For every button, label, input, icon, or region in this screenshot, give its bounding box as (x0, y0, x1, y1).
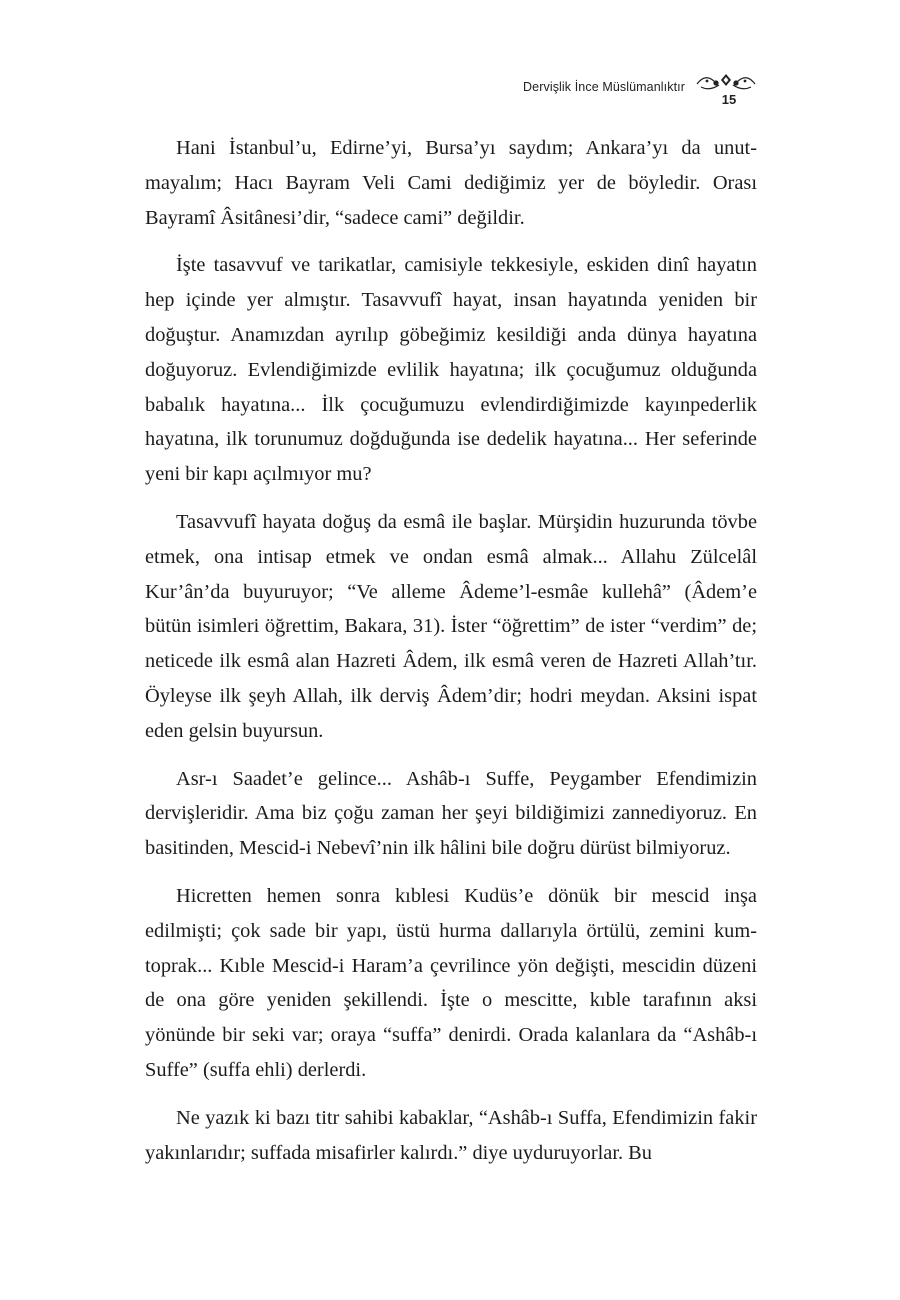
paragraph: Ne yazık ki bazı titr sahibi kabaklar, “Ashâb-ı Suffa, Efendimizin fakir yakınlarıdır; suffada misafirler kalırdı.” diye uyduruyorlar. Bu (145, 1106, 757, 1164)
paragraph: Hani İstanbul’u, Edirne’yi, Bursa’yı saydım; Ankara’yı da unutmayalım; Hacı Bayram Veli Cami dediğimiz yer de böyledir. Orası Bayramî Âsitânesi’dir, “sadece cami” değildir. (145, 137, 757, 229)
paragraph: İşte tasavvuf ve tarikatlar, camisiyle tekkesiyle, eskiden dinî hayatın hep içinde yer almıştır. Tasavvufî hayat, insan hayatında yeniden bir doğuştur. Anamızdan ayrılıp göbeğimiz kesildiği anda dünya hayatına doğuyoruz. Evlendiğimizde evlilik hayatına; ilk çocuğumuz olduğunda babalık hayatına... İlk çocuğumuzu evlendirdiğimizde kayınpederlik hayatına, ilk torunumuz doğduğunda ise dedelik hayatına... Her seferinde yeni bir kapı açılmıyor mu? (145, 254, 757, 486)
paragraph: Tasavvufî hayata doğuş da esmâ ile başlar. Mürşidin huzurunda tövbe etmek, ona intisap etmek ve ondan esmâ almak... Allahu Zülcelâl Kur’ân’da buyuruyor; “Ve alleme Âdeme’l-esmâe kullehâ” (Âdem’e bütün isimleri öğrettim, Bakara, 31). İster “öğrettim” de ister “verdim” de; neticede ilk esmâ alan Hazreti Âdem, ilk esmâ veren de Hazreti Allah’tır. Öyleyse ilk şeyh Allah, ilk derviş Âdem’dir; hodri meydan. Aksini ispat eden gelsin buyursun. (145, 510, 757, 742)
page-number: 15 (721, 92, 737, 107)
paragraph: Hicretten hemen sonra kıblesi Kudüs’e dönük bir mescid inşa edilmişti; çok sade bir yapı, üstü hurma dallarıyla örtülü, zemini kum-toprak... Kıble Mescid-i Haram’a çevrilince yön değişti, mescidin düzeni de ona göre yeniden şekillendi. İşte o mescitte, kıble tarafının aksi yönünde bir seki var; oraya “suffa” denirdi. Orada kalanlara da “Ashâb-ı Suffe” (suffa ehli) derlerdi. (145, 884, 757, 1081)
running-header (0, 72, 900, 112)
paragraph: Asr-ı Saadet’e gelince... Ashâb-ı Suffe, Peygamber Efendimizin dervişleridir. Ama biz çoğu zaman her şeyi bildiğimizi zannediyoruz. En basitinden, Mescid-i Nebevî’nin ilk hâlini bile doğru dürüst bilmiyoruz. (145, 767, 757, 860)
floral-ornament-icon (695, 72, 757, 94)
body-text (145, 131, 757, 1170)
running-title: Dervişlik İnce Müslümanlıktır (523, 80, 685, 94)
